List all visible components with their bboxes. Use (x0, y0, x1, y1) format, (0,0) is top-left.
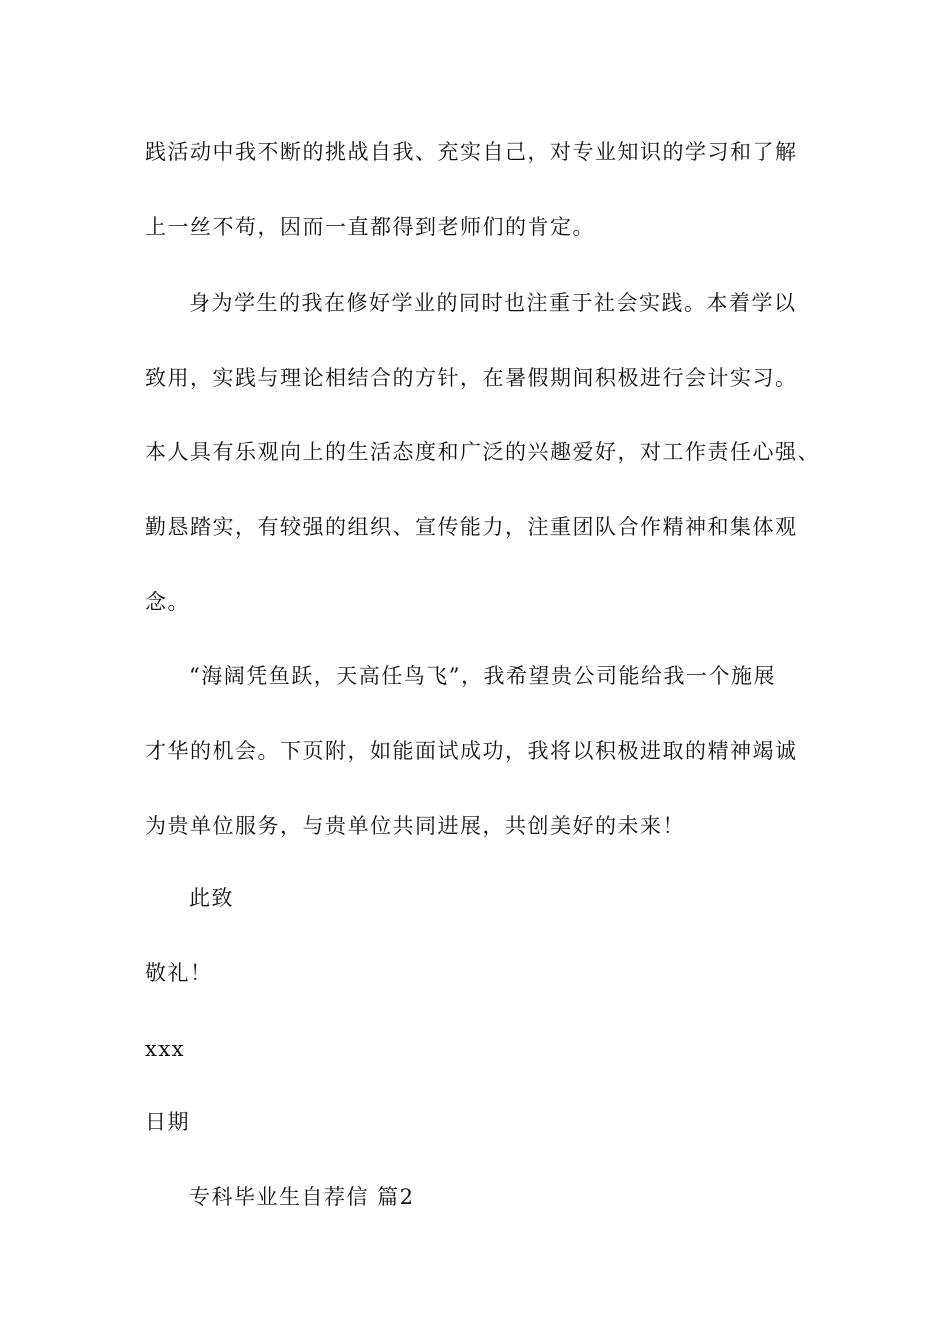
text-line: 致用，实践与理论相结合的方针，在暑假期间积极进行会计实习。 (145, 366, 798, 390)
text-line: 为贵单位服务，与贵单位共同进展，共创美好的未来！ (145, 814, 685, 838)
text-line: 践活动中我不断的挑战自我、充实自己，对专业知识的学习和了解 (145, 140, 798, 164)
closing-salutation: 此致 (189, 886, 234, 910)
closing-regards: 敬礼！ (145, 961, 213, 985)
text-line: 才华的机会。下页附，如能面试成功，我将以积极进取的精神竭诚 (145, 739, 798, 763)
section-heading: 专科毕业生自荐信 篇2 (189, 1185, 415, 1209)
paragraph-start-line: “海阔凭鱼跃，天高任鸟飞”，我希望贵公司能给我一个施展 (189, 664, 776, 688)
text-line: 本人具有乐观向上的生活态度和广泛的兴趣爱好，对工作责任心强、 (145, 440, 820, 464)
signature: xxx (145, 1037, 186, 1061)
paragraph-start-line: 身为学生的我在修好学业的同时也注重于社会实践。本着学以 (189, 291, 797, 315)
date-label: 日期 (145, 1110, 190, 1134)
text-line: 念。 (145, 590, 190, 614)
text-line: 上一丝不苟，因而一直都得到老师们的肯定。 (145, 215, 595, 239)
text-line: 勤恳踏实，有较强的组织、宣传能力，注重团队合作精神和集体观 (145, 515, 798, 539)
